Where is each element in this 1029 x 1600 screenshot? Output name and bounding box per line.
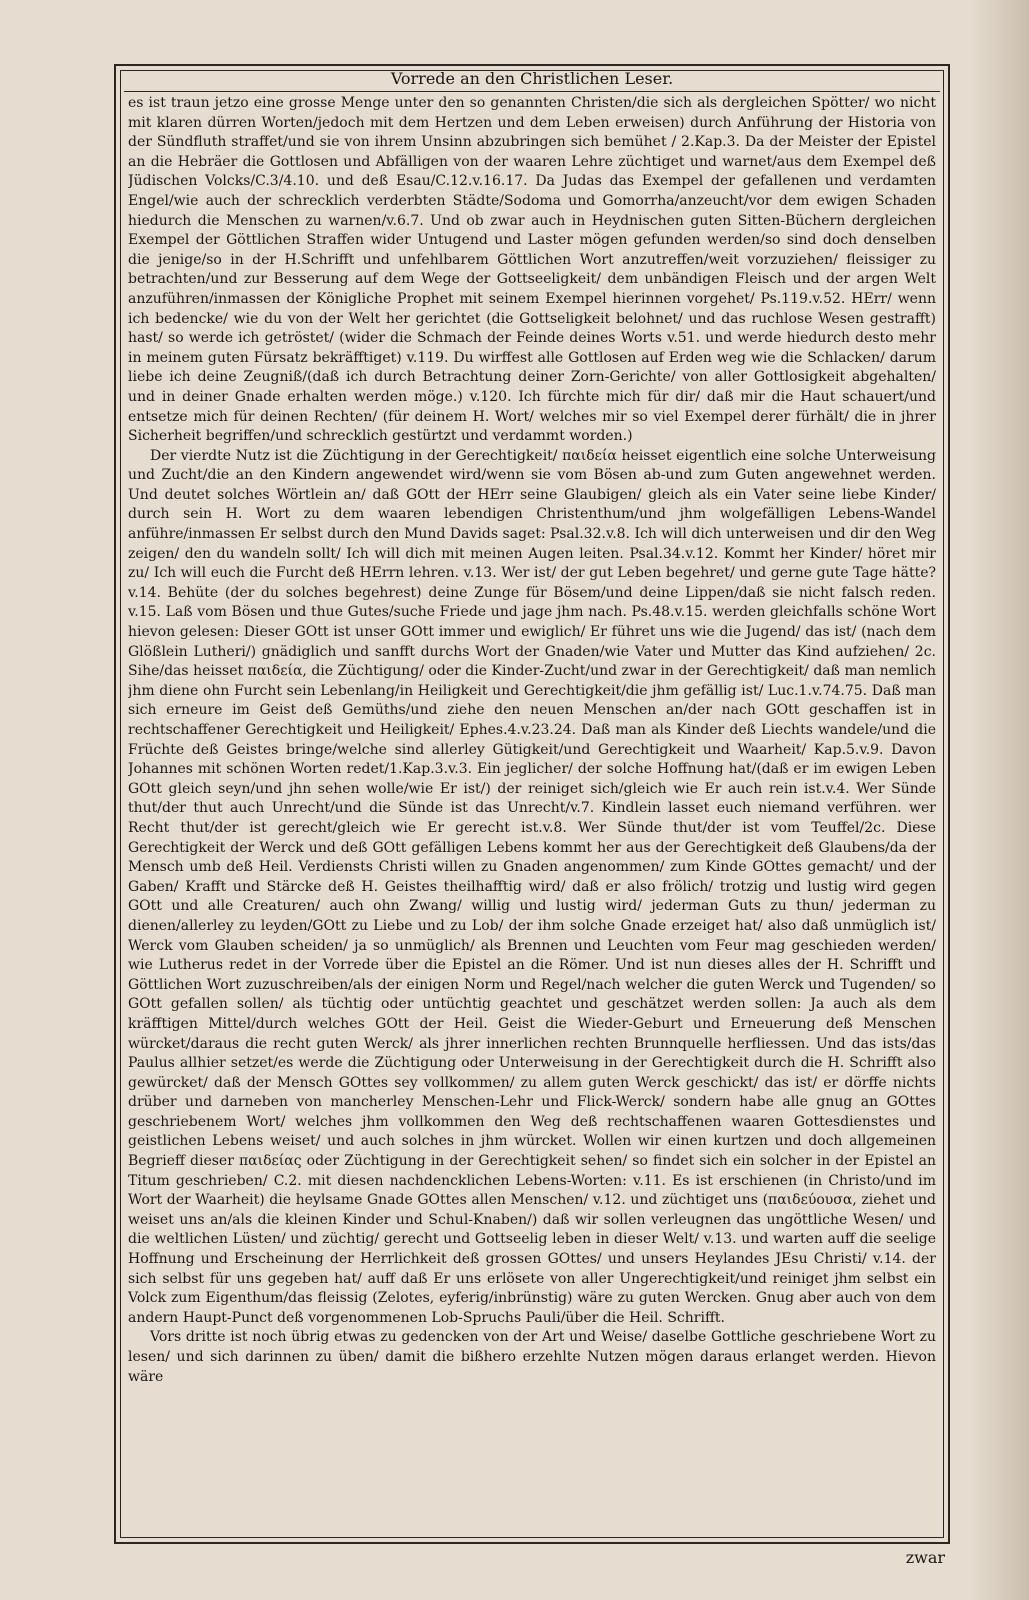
paragraph-3: Vors dritte ist noch übrig etwas zu gedencken von der Art und Weise/ daselbe Gottliche geschriebene Wort zu lesen/ und sich darinnen zu üben/ damit die bißhero erzehlte Nutzen mögen daraus erlanget werden. Hievon wäre: [128, 1329, 936, 1385]
running-head: Vorrede an den Christlichen Leser.: [390, 69, 674, 88]
paragraph-1: es ist traun jetzo eine grosse Menge unter den so genannten Christen/die sich als dergleichen Spötter/ wo nicht mit klaren dürren Worten/jedoch mit dem Hertzen und dem Leben erweisen) durch Anführung der Historia von der Sündfluth straffet/und sie von ihrem Unsinn abzubringen sich bemühet / 2.Kap.3. Da der Meister der Epistel an die Hebräer die Gottlosen und Abfälligen von der waaren Lehre züchtiget und warnet/aus dem Exempel deß Jüdischen Volcks/C.3/4.10. und deß Esau/C.12.v.16.17. Da Judas das Exempel der gefallenen und verdamten Engel/wie auch der schrecklich verderbten Städte/Sodoma und Gomorrha/anzeucht/vor dem ewigen Schaden hiedurch die Menschen zu warnen/v.6.7. Und ob zwar auch in Heydnischen guten Sitten-Büchern dergleichen Exempel der Göttlichen Straffen wider Untugend und Laster mögen gefunden werden/so sind doch denselben die jenige/so in der H.Schrifft und unfehlbarem Göttlichen Wort anzutreffen/weit vorzuziehen/ fleissiger zu betrachten/und zur Besserung auf dem Wege der Gottseeligkeit/ dem unbändigen Fleisch und der argen Welt anzuführen/inmassen der Königliche Prophet mit seinem Exempel hierinnen vorgehet/ Ps.119.v.52. HErr/ wenn ich bedencke/ wie du von der Welt her gerichtet (die Gottseligkeit belohnet/ und das ruchlose Wesen gestrafft) hast/ so werde ich getröstet/ (wider die Schmach der Feinde deines Worts v.51. und werde hiedurch desto mehr in meinem guten Fürsatz bekräfftiget) v.119. Du wirffest alle Gottlosen auf Erden weg wie die Schlacken/ darum liebe ich deine Zeugniß/(daß ich durch Betrachtung deiner Zorn-Gerichte/ von aller Gottlosigkeit abgehalten/ und in deiner Gnade erhalten werden möge.) v.120. Ich fürchte mich für dir/ daß mir die Haut schauert/und entsetze mich für deinen Rechten/ (für deinem H. Wort/ welches mir so viel Exempel derer fürhält/ die in jhrer Sicherheit begriffen/und schrecklich gestürtzt und verdammt worden.): [128, 95, 936, 445]
text-frame: [114, 64, 950, 1544]
page-edge-shadow: [969, 0, 1029, 1600]
catchword: zwar: [905, 1548, 945, 1567]
body-text: [128, 94, 936, 1532]
paragraph-2: Der vierdte Nutz ist die Züchtigung in der Gerechtigkeit/ παιδεία heisset eigentlich eine solche Unterweisung und Zucht/die an den Kindern angewendet wird/wenn sie vom Bösen ab-und zum Guten angewehnet werden. Und deutet solches Wörtlein an/ daß GOtt der HErr seine Glaubigen/ gleich als ein Vater seine liebe Kinder/ durch sein H. Wort zu dem waaren lebendigen Christenthum/und jhm wolgefälligen Lebens-Wandel anführe/inmassen Er selbst durch den Mund Davids saget: Psal.32.v.8. Ich will dich unterweisen und dir den Weg zeigen/ den du wandeln sollt/ Ich will dich mit meinen Augen leiten. Psal.34.v.12. Kommt her Kinder/ höret mir zu/ Ich will euch die Furcht deß HErrn lehren. v.13. Wer ist/ der gut Leben begehret/ und gerne gute Tage hätte? v.14. Behüte (der du solches begehrest) deine Zunge für Bösem/und deine Lippen/daß sie nicht falsch reden. v.15. Laß vom Bösen und thue Gutes/suche Friede und jage jhm nach. Ps.48.v.15. werden gleichfalls schöne Wort hievon gelesen: Dieser GOtt ist unser GOtt immer und ewiglich/ Er führet uns wie die Jugend/ das ist/ (nach dem Glößlein Lutheri/) gnädiglich und sanfft durchs Wort der Gnaden/wie Vater und Mutter das Kind aufziehen/ 2c. Sihe/das heisset παιδεία, die Züchtigung/ oder die Kinder-Zucht/und zwar in der Gerechtigkeit/ daß man nemlich jhm diene ohn Furcht sein Lebenlang/in Heiligkeit und Gerechtigkeit/die jhm gefällig ist/ Luc.1.v.74.75. Daß man sich erneure im Geist deß Gemüths/und ziehe den neuen Menschen an/der nach GOtt geschaffen ist in rechtschaffener Gerechtigkeit und Heiligkeit/ Ephes.4.v.23.24. Daß man als Kinder deß Liechts wandele/und die Früchte deß Geistes bringe/welche sind allerley Gütigkeit/und Gerechtigkeit und Waarheit/ Kap.5.v.9. Davon Johannes mit schönen Worten redet/1.Kap.3.v.3. Ein jeglicher/ der solche Hoffnung hat/(daß er im ewigen Leben GOtt gleich seyn/und jhn sehen wolle/wie Er ist/) der reiniget sich/gleich wie Er auch rein ist.v.4. Wer Sünde thut/der thut auch Unrecht/und die Sünde ist das Unrecht/v.7. Kindlein lasset euch niemand verführen. wer Recht thut/der ist gerecht/gleich wie Er gerecht ist.v.8. Wer Sünde thut/der ist vom Teuffel/2c. Diese Gerechtigkeit der Werck und deß GOtt gefälligen Lebens kommt her aus der Gerechtigkeit deß Glaubens/da der Mensch umb deß Heil. Verdiensts Christi willen zu Gnaden angenommen/ zum Kinde GOttes gemacht/ und der Gaben/ Krafft und Stärcke deß H. Geistes theilhafftig wird/ daß er also frölich/ trotzig und lustig wird gegen GOtt und alle Creaturen/ auch ohn Zwang/ willig und lustig wird/ jederman Guts zu thun/ jederman zu dienen/allerley zu leyden/GOtt zu Liebe und zu Lob/ der ihm solche Gnade erzeiget hat/ also daß unmüglich ist/ Werck vom Glauben scheiden/ ja so unmüglich/ als Brennen und Leuchten vom Feur mag geschieden werden/ wie Lutherus redet in der Vorrede über die Epistel an die Römer. Und ist nun dieses alles der H. Schrifft und Göttlichen Wort zuzuschreiben/als der einigen Norm und Regel/nach welcher die guten Werck und Tugenden/ so GOtt gefallen sollen/ als tüchtig oder untüchtig geachtet und geschätzet werden sollen: Ja auch als dem kräfftigen Mittel/durch welches GOtt der Heil. Geist die Wieder-Geburt und Erneuerung deß Menschen würcket/daraus die recht guten Werck/ als jhrer innerlichen rechten Brunnquelle herfliessen. Und das ists/das Paulus allhier setzet/es werde die Züchtigung oder Unterweisung in der Gerechtigkeit durch die H. Schrifft also gewürcket/ daß der Mensch GOttes sey vollkommen/ zu allem guten Werck geschickt/ das ist/ er dörffe nichts drüber und darneben von mancherley Menschen-Lehr und Flick-Werck/ sondern habe alle gnug an GOttes geschriebenem Wort/ welches jhm vollkommen den Weg deß rechtschaffenen waaren Gottesdienstes und geistlichen Lebens weiset/ und auch solches in jhm würcket. Wollen wir einen kurtzen und doch allgemeinen Begrieff dieser παιδείας oder Züchtigung in der Gerechtigkeit sehen/ so findet sich ein solcher in der Epistel an Titum geschrieben/ C.2. mit diesen nachdencklichen Lebens-Worten: v.11. Es ist erschienen (in Christo/und im Wort der Waarheit) die heylsame Gnade GOttes allen Menschen/ v.12. und züchtiget uns (παιδεύουσα, ziehet und weiset uns an/als die kleinen Kinder und Schul-Knaben/) daß wir sollen verleugnen das ungöttliche Wesen/ und die weltlichen Lüsten/ und züchtig/ gerecht und Gottseelig leben in dieser Welt/ v.13. und warten auff die seelige Hoffnung und Erscheinung der Herrlichkeit deß grossen GOttes/ und unsers Heylandes JEsu Christi/ v.14. der sich selbst für uns gegeben hat/ auff daß Er uns erlösete von aller Ungerechtigkeit/und reiniget jhm selbst ein Volck zum Eigenthum/das fleissig (Zelotes, eyferig/inbrünstig) wäre zu guten Wercken. Gnug aber auch von dem andern Haupt-Punct deß vorgenommenen Lob-Spruchs Pauli/über die Heil. Schrifft.: [128, 447, 936, 1326]
head-rule: [124, 91, 940, 92]
